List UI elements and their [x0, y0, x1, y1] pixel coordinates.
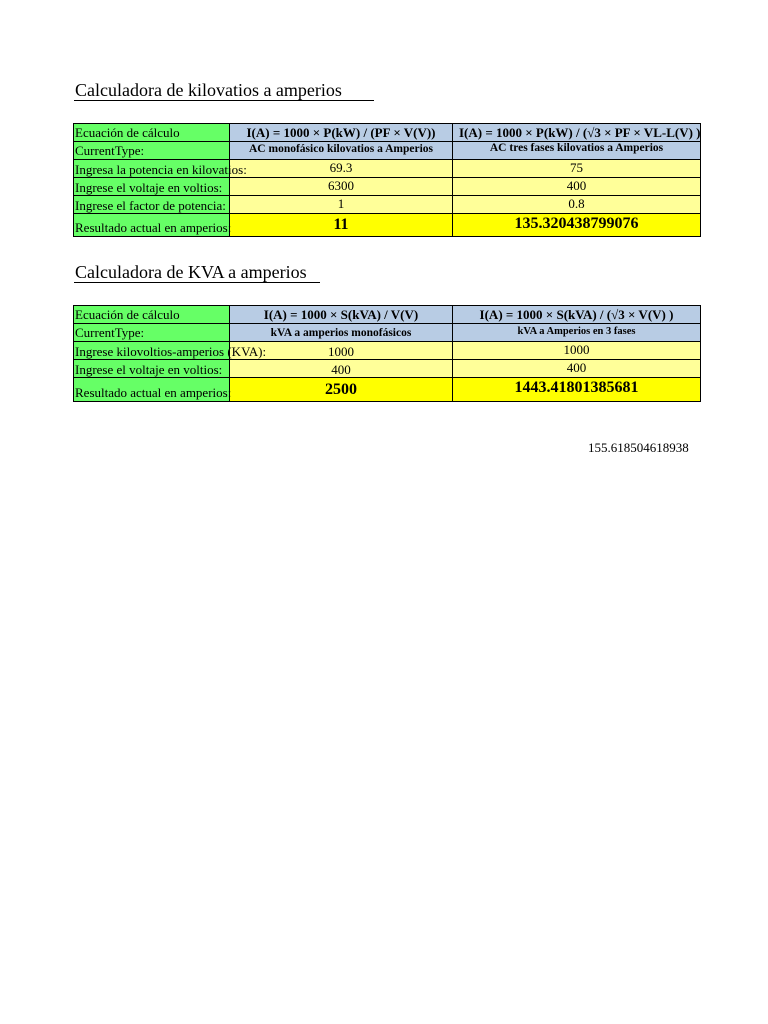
kva-current-type-row	[73, 323, 701, 342]
kw-pf-three-value: 0.8	[568, 196, 585, 211]
kva-current-type-single: kVA a amperios monofásicos	[270, 327, 412, 339]
kva-current-type-single-cell[interactable]	[229, 323, 453, 342]
kva-calculator-title: Calculadora de KVA a amperios	[75, 262, 307, 282]
kva-equation-single-cell[interactable]	[229, 305, 453, 324]
kva-power-label: Ingrese kilovoltios-amperios (KVA):	[75, 344, 267, 359]
kw-result-single-cell	[229, 213, 453, 237]
kva-current-type-three: kVA a Amperios en 3 fases	[517, 326, 636, 337]
kw-voltage-three-input[interactable]	[452, 177, 701, 196]
kw-equation-three: I(A) = 1000 × P(kW) / (√3 × PF × VL-L(V) )	[459, 125, 701, 140]
kw-current-type-single: AC monofásico kilovatios a Amperios	[249, 143, 433, 155]
kva-voltage-three-value: 400	[566, 360, 587, 375]
kw-power-row	[73, 159, 701, 178]
kw-equation-three-cell[interactable]	[452, 123, 701, 142]
kw-power-single-input[interactable]	[229, 159, 453, 178]
kw-power-label: Ingresa la potencia en kilovatios:	[75, 162, 247, 177]
kva-result-three-cell	[452, 377, 701, 402]
kw-pf-single-input[interactable]	[229, 195, 453, 214]
kw-current-type-single-cell[interactable]	[229, 141, 453, 160]
kva-result-three: 1443.41801385681	[514, 379, 639, 396]
kva-power-three-value: 1000	[563, 342, 590, 357]
kva-voltage-single-value: 400	[331, 362, 351, 377]
kva-equation-label: Ecuación de cálculo	[75, 307, 180, 322]
kw-equation-label: Ecuación de cálculo	[75, 125, 180, 140]
kw-voltage-row	[73, 177, 701, 196]
kw-current-type-row	[73, 141, 701, 160]
kw-title-underline	[74, 100, 374, 101]
kw-result-row	[73, 213, 701, 237]
kw-power-three-input[interactable]	[452, 159, 701, 178]
kva-result-row	[73, 377, 701, 402]
kw-current-type-label: CurrentType:	[75, 143, 145, 158]
kw-pf-row	[73, 195, 701, 214]
kw-calculator-title: Calculadora de kilovatios a amperios	[75, 80, 342, 100]
kva-voltage-row	[73, 359, 701, 378]
kw-voltage-single-value: 6300	[328, 178, 354, 193]
kva-voltage-three-input[interactable]	[452, 359, 701, 378]
kw-result-three: 135.320438799076	[514, 215, 639, 232]
kva-power-three-input[interactable]	[452, 341, 701, 360]
kva-equation-row	[73, 305, 701, 324]
kw-current-type-three-cell[interactable]	[452, 141, 701, 160]
kw-result-three-cell	[452, 213, 701, 237]
kva-power-single-value: 1000	[328, 344, 354, 359]
kw-current-type-three: AC tres fases kilovatios a Amperios	[489, 142, 664, 154]
kw-voltage-single-input[interactable]	[229, 177, 453, 196]
kw-equation-single: I(A) = 1000 × P(kW) / (PF × V(V))	[246, 125, 436, 140]
kva-current-type-label: CurrentType:	[75, 325, 145, 340]
kva-equation-three-cell[interactable]	[452, 305, 701, 324]
kva-result-single-cell	[229, 377, 453, 402]
kw-voltage-three-value: 400	[566, 178, 587, 193]
kva-equation-three: I(A) = 1000 × S(kVA) / (√3 × V(V) )	[479, 307, 674, 322]
kw-voltage-label: Ingrese el voltaje en voltios:	[75, 180, 223, 195]
kva-title-underline	[74, 282, 320, 283]
kva-result-label: Resultado actual en amperios:	[75, 385, 232, 400]
kw-equation-single-cell[interactable]	[229, 123, 453, 142]
kva-current-type-three-cell[interactable]	[452, 323, 701, 342]
kva-equation-single: I(A) = 1000 × S(kVA) / V(V)	[263, 307, 419, 322]
kw-result-single: 11	[333, 216, 349, 233]
kw-result-label: Resultado actual en amperios:	[75, 220, 232, 235]
stray-cell-value: 155.618504618938	[588, 440, 689, 455]
kw-power-three-value: 75	[570, 160, 583, 175]
kw-power-single-value: 69.3	[329, 160, 353, 175]
kw-equation-row	[73, 123, 701, 142]
kw-pf-label: Ingrese el factor de potencia:	[75, 198, 226, 213]
kva-voltage-single-input[interactable]	[229, 359, 453, 378]
kva-result-single: 2500	[325, 381, 357, 398]
kva-power-row	[73, 341, 701, 360]
kva-voltage-label: Ingrese el voltaje en voltios:	[75, 362, 223, 377]
kw-pf-single-value: 1	[337, 196, 345, 211]
kw-pf-three-input[interactable]	[452, 195, 701, 214]
